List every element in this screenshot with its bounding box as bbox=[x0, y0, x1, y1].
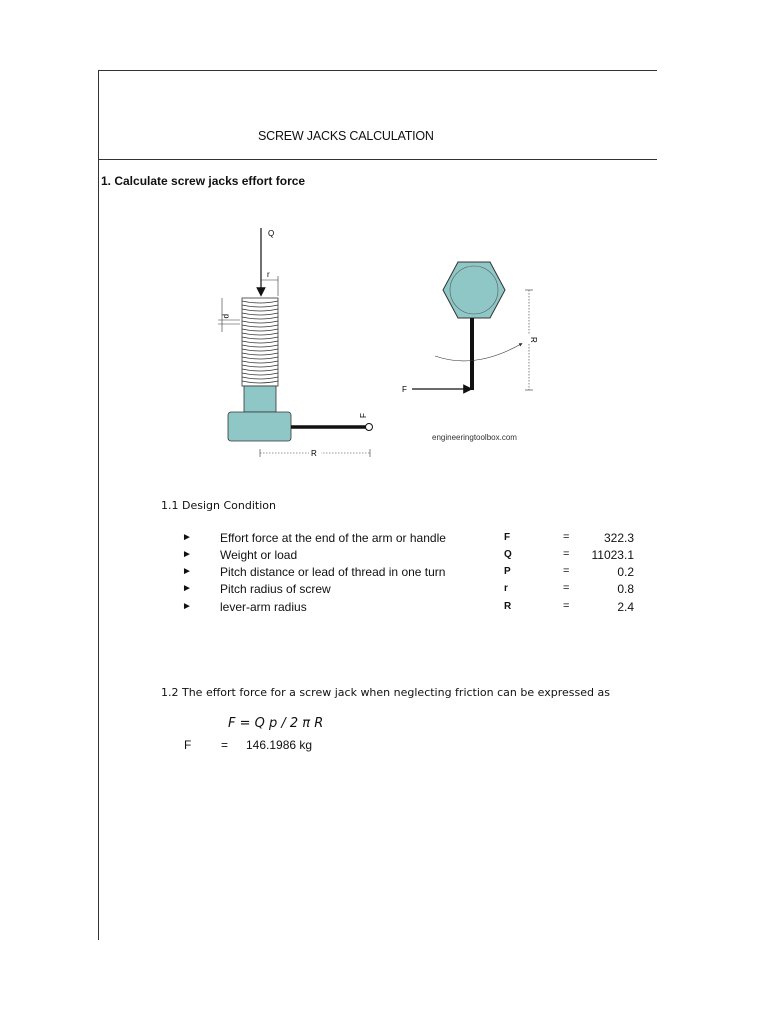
bullet-icon: ► bbox=[182, 601, 192, 612]
label-f-top: F bbox=[402, 385, 407, 394]
condition-equals: = bbox=[563, 600, 570, 612]
label-r-big: R bbox=[311, 449, 317, 458]
handle-end bbox=[366, 424, 373, 431]
label-r-top: R bbox=[529, 337, 538, 343]
hex-nut-circle bbox=[450, 266, 498, 314]
header-divider bbox=[98, 159, 657, 160]
condition-symbol: r bbox=[504, 583, 508, 594]
page-title: SCREW JACKS CALCULATION bbox=[258, 129, 434, 143]
condition-equals: = bbox=[563, 531, 570, 543]
label-f-side: F bbox=[359, 413, 368, 418]
condition-desc: Pitch radius of screw bbox=[220, 582, 331, 596]
result-equals: = bbox=[221, 738, 229, 752]
result-value: 146.1986 kg bbox=[246, 738, 313, 752]
rotation-arc bbox=[435, 344, 521, 361]
condition-symbol: R bbox=[504, 601, 512, 612]
screw-jack-side-diagram bbox=[200, 220, 400, 470]
label-q: Q bbox=[268, 229, 275, 238]
section-heading: 1. Calculate screw jacks effort force bbox=[101, 174, 306, 188]
condition-value: 2.4 bbox=[617, 600, 634, 614]
bullet-icon: ► bbox=[182, 583, 192, 594]
condition-symbol: F bbox=[504, 532, 511, 543]
design-condition-heading: 1.1 Design Condition bbox=[161, 499, 276, 512]
effort-heading: 1.2 The effort force for a screw jack when neglecting friction can be expressed as bbox=[161, 686, 610, 699]
credit-text: engineeringtoolbox.com bbox=[432, 433, 517, 442]
condition-equals: = bbox=[563, 582, 570, 594]
effort-formula: F = Q p / 2 π R bbox=[228, 716, 324, 731]
condition-symbol: Q bbox=[504, 549, 512, 560]
label-r-small: r bbox=[267, 270, 270, 279]
result-symbol: F bbox=[184, 738, 192, 752]
jack-neck bbox=[244, 386, 276, 412]
label-p: p bbox=[222, 314, 231, 319]
bullet-icon: ► bbox=[182, 532, 192, 543]
frame-top-border bbox=[98, 70, 657, 71]
condition-equals: = bbox=[563, 565, 570, 577]
condition-value: 322.3 bbox=[603, 531, 634, 545]
condition-desc: Effort force at the end of the arm or handle bbox=[220, 531, 446, 545]
bullet-icon: ► bbox=[182, 566, 192, 577]
condition-symbol: P bbox=[504, 566, 511, 577]
condition-value: 0.2 bbox=[617, 565, 634, 579]
condition-desc: Weight or load bbox=[220, 548, 298, 562]
condition-desc: lever-arm radius bbox=[220, 600, 307, 614]
frame-left-border bbox=[98, 70, 99, 940]
condition-equals: = bbox=[563, 548, 570, 560]
jack-base bbox=[228, 412, 291, 441]
bullet-icon: ► bbox=[182, 549, 192, 560]
condition-desc: Pitch distance or lead of thread in one turn bbox=[220, 565, 446, 579]
screw-jack-top-diagram bbox=[395, 258, 555, 448]
condition-value: 11023.1 bbox=[591, 548, 634, 562]
condition-value: 0.8 bbox=[617, 582, 634, 596]
